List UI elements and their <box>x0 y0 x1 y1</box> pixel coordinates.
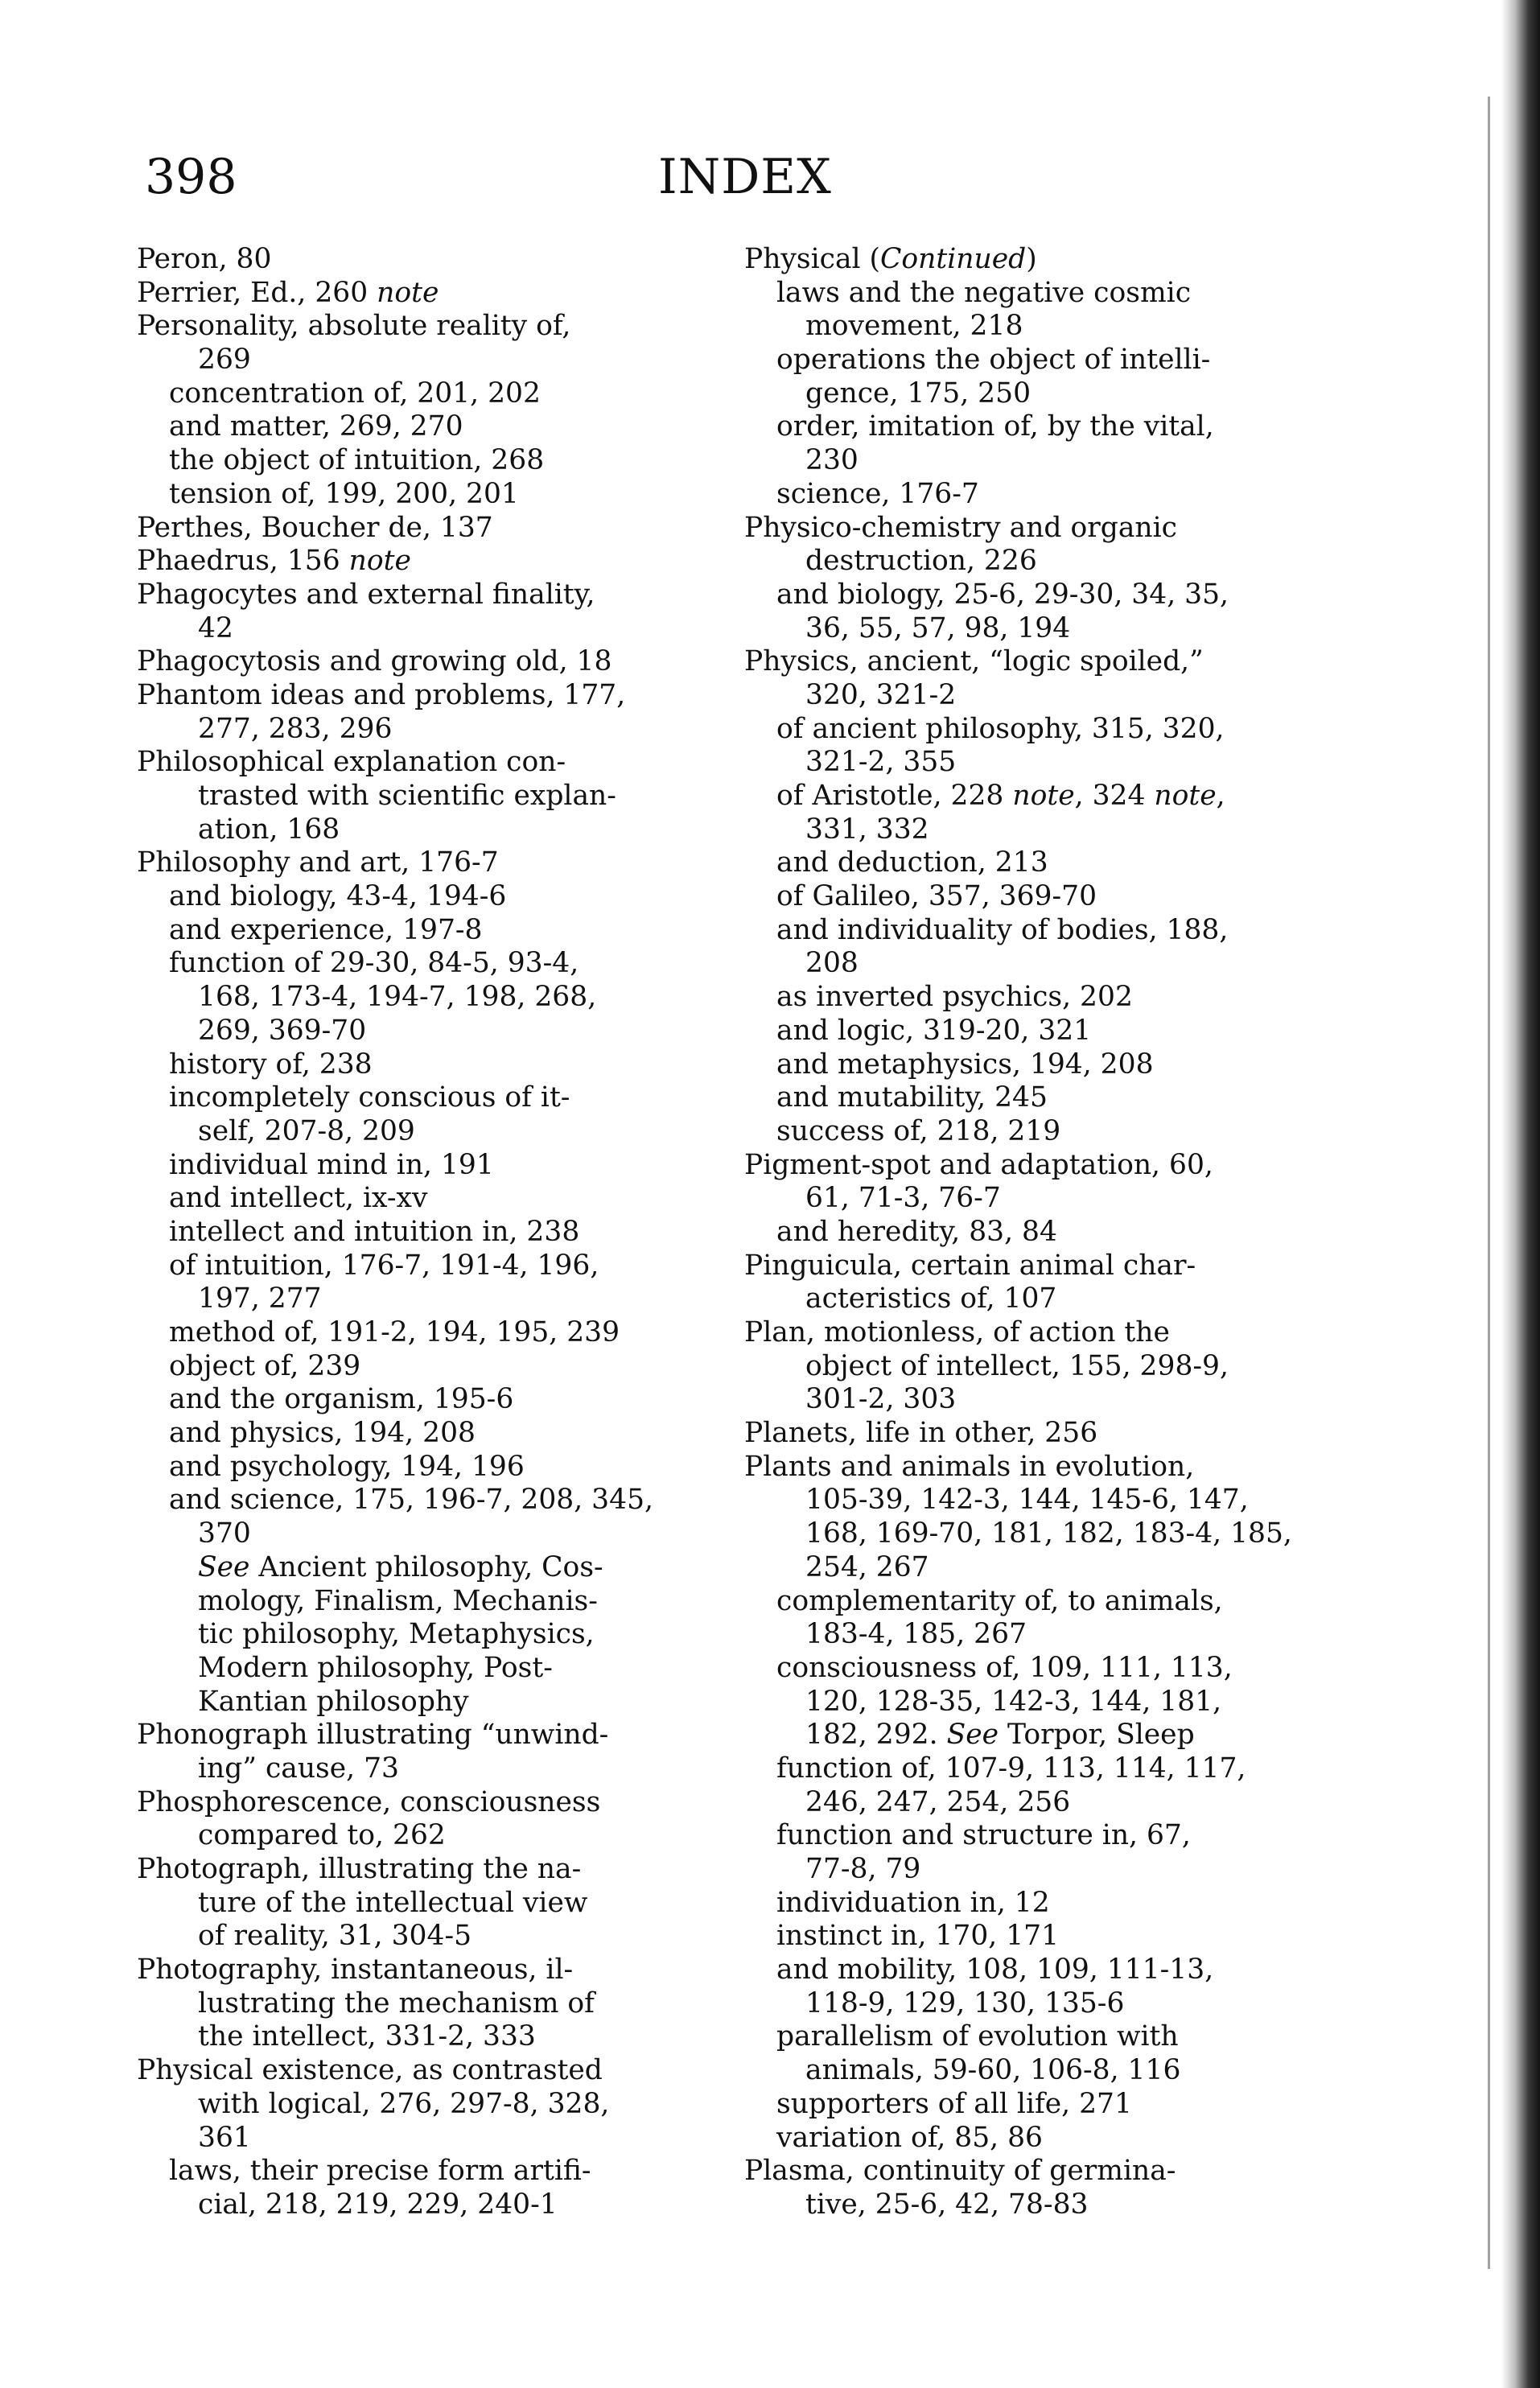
index-entry-line <box>137 2188 700 2222</box>
index-entry-heading <box>744 1250 1324 1283</box>
entry-text: object of, 239 <box>169 1349 361 1382</box>
index-entry-line <box>137 2088 700 2122</box>
entry-text: of ancient philosophy, 315, 320, <box>776 712 1225 745</box>
entry-text: lustrating the mechanism of <box>198 1987 595 2020</box>
entry-text: 105-39, 142-3, 144, 145-6, 147, <box>805 1484 1249 1517</box>
index-column-left <box>137 243 700 2222</box>
index-entry-line <box>744 914 1324 948</box>
entry-text: Ancient philosophy, Cos- <box>249 1550 603 1583</box>
entry-text: consciousness of, 109, 111, 113, <box>776 1651 1233 1684</box>
entry-text: 182, 292. <box>805 1719 947 1752</box>
entry-text: and individuality of bodies, 188, <box>776 913 1229 946</box>
entry-text: and experience, 197-8 <box>169 913 483 946</box>
entry-text: and psychology, 194, 196 <box>169 1450 525 1483</box>
index-entry-line <box>744 947 1324 981</box>
index-entry-line <box>744 310 1324 344</box>
index-entry-heading <box>744 1451 1324 1484</box>
index-entry-line <box>744 1618 1324 1652</box>
entry-text: 331, 332 <box>805 813 929 846</box>
entry-text: and mutability, 245 <box>776 1081 1048 1114</box>
entry-text: and biology, 43-4, 194-6 <box>169 880 507 913</box>
index-entry-line <box>137 1048 700 1082</box>
index-entry-line <box>744 1853 1324 1887</box>
index-entry-line <box>137 1081 700 1115</box>
index-entry-line <box>744 1752 1324 1786</box>
entry-text: order, imitation of, by the vital, <box>776 410 1214 443</box>
index-entry-line <box>137 2155 700 2188</box>
entry-text: and intellect, ix-xv <box>169 1182 428 1215</box>
entry-text: Physico-chemistry and organic <box>744 511 1177 544</box>
entry-text: Phonograph illustrating “unwind- <box>137 1719 609 1752</box>
entry-text: self, 207-8, 209 <box>198 1114 415 1147</box>
index-entry-line <box>744 679 1324 713</box>
index-entry-line <box>137 2020 700 2054</box>
index-entry-heading <box>137 746 700 780</box>
index-entry-line <box>137 478 700 512</box>
entry-text: animals, 59-60, 106-8, 116 <box>805 2054 1181 2087</box>
entry-text: Photography, instantaneous, il- <box>137 1954 574 1987</box>
entry-text: and matter, 269, 270 <box>169 410 463 443</box>
index-entry-line <box>744 1015 1324 1048</box>
entry-text: and mobility, 108, 109, 111-13, <box>776 1954 1214 1987</box>
entry-text: instinct in, 170, 171 <box>776 1920 1060 1953</box>
entry-text: and biology, 25-6, 29-30, 34, 35, <box>776 578 1229 611</box>
entry-text: individual mind in, 191 <box>169 1148 494 1181</box>
index-entry-line <box>744 746 1324 780</box>
entry-text: of intuition, 176-7, 191-4, 196, <box>169 1249 599 1282</box>
entry-text: Physics, ancient, “logic spoiled,” <box>744 645 1204 678</box>
index-entry-line <box>137 1585 700 1619</box>
index-entry-line <box>137 1149 700 1183</box>
index-entry-line <box>137 713 700 747</box>
index-entry-line <box>744 813 1324 847</box>
entry-text: supporters of all life, 271 <box>776 2087 1132 2120</box>
entry-text: Planets, life in other, 256 <box>744 1417 1098 1450</box>
index-entry-heading <box>137 1786 700 1820</box>
entry-text: Plants and animals in evolution, <box>744 1450 1195 1483</box>
index-entry-line <box>137 612 700 646</box>
index-entry-heading <box>137 679 700 713</box>
entry-text: , 324 <box>1074 780 1155 812</box>
index-entry-line <box>744 1819 1324 1853</box>
entry-text: Photograph, illustrating the na- <box>137 1853 582 1885</box>
index-entry-line <box>137 344 700 377</box>
entry-text: function of, 107-9, 113, 114, 117, <box>776 1752 1246 1785</box>
entry-text: 269, 369-70 <box>198 1014 367 1047</box>
index-entry-heading <box>137 1954 700 1987</box>
index-entry-heading <box>137 1719 700 1752</box>
entry-text: Physical existence, as contrasted <box>137 2054 603 2087</box>
entry-text: and physics, 194, 208 <box>169 1417 476 1450</box>
index-entry-line <box>137 377 700 411</box>
index-entry-line <box>744 1954 1324 1987</box>
index-entry-line <box>744 410 1324 444</box>
index-entry-line <box>137 981 700 1015</box>
index-entry-line <box>744 277 1324 311</box>
entry-text: function of 29-30, 84-5, 93-4, <box>169 947 579 980</box>
index-entry-line <box>744 1115 1324 1149</box>
index-entry-line <box>137 1216 700 1250</box>
entry-text: concentration of, 201, 202 <box>169 377 541 410</box>
index-entry-heading <box>744 645 1324 679</box>
entry-text: cial, 218, 219, 229, 240-1 <box>198 2188 558 2221</box>
italic-text: Continued <box>880 243 1027 275</box>
index-entry-heading <box>137 645 700 679</box>
index-entry-line <box>137 1451 700 1484</box>
index-entry-line <box>744 981 1324 1015</box>
entry-text: intellect and intuition in, 238 <box>169 1215 580 1248</box>
entry-text: destruction, 226 <box>805 545 1037 578</box>
index-entry-line <box>744 2188 1324 2222</box>
italic-text: See <box>198 1550 250 1583</box>
index-entry-line <box>744 478 1324 512</box>
entry-text: laws, their precise form artifi- <box>169 2155 591 2188</box>
index-entry-line <box>744 846 1324 880</box>
entry-text: history of, 238 <box>169 1048 373 1081</box>
entry-text: function and structure in, 67, <box>776 1819 1191 1852</box>
page-title: INDEX <box>658 149 832 205</box>
index-entry-heading <box>137 277 700 311</box>
entry-text: tive, 25-6, 42, 78-83 <box>805 2188 1089 2221</box>
index-entry-line <box>137 880 700 914</box>
index-entry-line <box>137 914 700 948</box>
index-entry-heading <box>744 2155 1324 2188</box>
index-entry-heading <box>744 1149 1324 1183</box>
entry-text: of Aristotle, 228 <box>776 780 1013 812</box>
entry-text: 168, 169-70, 181, 182, 183-4, 185, <box>805 1517 1292 1550</box>
index-entry-line <box>744 1283 1324 1316</box>
index-entry-heading <box>137 512 700 546</box>
entry-text: ) <box>1026 243 1037 275</box>
index-entry-line <box>744 2054 1324 2088</box>
index-entry-line <box>744 1350 1324 1384</box>
entry-text: ation, 168 <box>198 813 340 846</box>
index-entry-line <box>137 1316 700 1350</box>
entry-text: object of intellect, 155, 298-9, <box>805 1349 1229 1382</box>
entry-text: 246, 247, 254, 256 <box>805 1785 1071 1818</box>
entry-text: tic philosophy, Metaphysics, <box>198 1618 595 1651</box>
entry-text: of reality, 31, 304-5 <box>198 1920 472 1953</box>
index-entry-line <box>137 813 700 847</box>
index-entry-line <box>744 1081 1324 1115</box>
index-entry-line <box>744 344 1324 377</box>
entry-text: 230 <box>805 444 859 477</box>
entry-text: Phantom ideas and problems, 177, <box>137 678 626 711</box>
index-entry-heading <box>744 243 1324 277</box>
entry-text: Phosphorescence, consciousness <box>137 1785 601 1818</box>
index-entry-line <box>744 1987 1324 2021</box>
index-entry-line <box>744 545 1324 578</box>
index-entry-line <box>744 1048 1324 1082</box>
entry-text: Personality, absolute reality of, <box>137 310 571 343</box>
entry-text: science, 176-7 <box>776 477 979 510</box>
index-entry-heading <box>137 2054 700 2088</box>
entry-text: of Galileo, 357, 369-70 <box>776 880 1097 913</box>
entry-text: Pinguicula, certain animal char- <box>744 1249 1196 1282</box>
entry-text: variation of, 85, 86 <box>776 2121 1043 2154</box>
index-entry-heading <box>137 846 700 880</box>
entry-text: 61, 71-3, 76-7 <box>805 1182 1001 1215</box>
entry-text: incompletely conscious of it- <box>169 1081 570 1114</box>
entry-text: Phagocytes and external finality, <box>137 578 595 611</box>
entry-text: 168, 173-4, 194-7, 198, 268, <box>198 981 597 1014</box>
index-entry-line <box>744 1920 1324 1954</box>
index-entry-heading <box>137 545 700 578</box>
entry-text: gence, 175, 250 <box>805 377 1031 410</box>
entry-text: 320, 321-2 <box>805 678 957 711</box>
index-entry-line <box>137 1652 700 1686</box>
index-entry-line <box>744 780 1324 813</box>
index-entry-line <box>744 1585 1324 1619</box>
entry-text: 277, 283, 296 <box>198 712 393 745</box>
entry-text: Phaedrus, 156 <box>137 545 349 578</box>
entry-text: Peron, 80 <box>137 243 272 275</box>
entry-text: 269 <box>198 344 251 377</box>
index-entry-line <box>744 1517 1324 1551</box>
index-entry-line <box>137 1618 700 1652</box>
index-entry-line <box>137 1752 700 1786</box>
index-entry-line <box>744 1484 1324 1517</box>
index-entry-line <box>744 2122 1324 2155</box>
index-entry-line <box>137 2122 700 2155</box>
entry-text: 77-8, 79 <box>805 1853 921 1885</box>
italic-text: See <box>946 1719 999 1752</box>
entry-text: compared to, 262 <box>198 1819 446 1852</box>
index-entry-line <box>744 1686 1324 1719</box>
entry-text: 183-4, 185, 267 <box>805 1618 1027 1651</box>
italic-text: note <box>377 276 439 309</box>
entry-text: 301-2, 303 <box>805 1383 957 1416</box>
entry-text: Philosophical explanation con- <box>137 746 566 779</box>
index-entry-line <box>744 1182 1324 1216</box>
index-entry-line <box>744 444 1324 478</box>
index-entry-line <box>744 377 1324 411</box>
index-entry-line <box>137 1115 700 1149</box>
index-entry-line <box>137 444 700 478</box>
index-entry-line <box>137 410 700 444</box>
index-entry-line <box>744 1652 1324 1686</box>
entry-text: and science, 175, 196-7, 208, 345, <box>169 1484 653 1517</box>
entry-text: and logic, 319-20, 321 <box>776 1014 1092 1047</box>
entry-text: movement, 218 <box>805 310 1023 343</box>
index-entry-heading <box>137 243 700 277</box>
entry-text: Plan, motionless, of action the <box>744 1316 1170 1348</box>
entry-text: success of, 218, 219 <box>776 1114 1061 1147</box>
index-entry-heading <box>744 512 1324 546</box>
entry-text: 370 <box>198 1517 251 1550</box>
entry-text: Modern philosophy, Post- <box>198 1651 553 1684</box>
italic-text: note <box>1154 780 1217 812</box>
index-entry-heading <box>744 1316 1324 1350</box>
index-entry-line <box>744 612 1324 646</box>
entry-text: Philosophy and art, 176-7 <box>137 846 499 879</box>
page-edge-line <box>1488 97 1490 2269</box>
entry-text: 208 <box>805 947 859 980</box>
page-number: 398 <box>145 149 237 205</box>
index-entry-line <box>744 2020 1324 2054</box>
entry-text: Perrier, Ed., 260 <box>137 276 377 309</box>
entry-text: trasted with scientific explan- <box>198 780 616 812</box>
entry-text: 197, 277 <box>198 1283 322 1315</box>
entry-text: individuation in, 12 <box>776 1886 1050 1919</box>
entry-text: tension of, 199, 200, 201 <box>169 477 519 510</box>
entry-text: , <box>1216 780 1225 812</box>
entry-text: ing” cause, 73 <box>198 1752 400 1785</box>
entry-text: 254, 267 <box>805 1550 929 1583</box>
index-entry-line <box>744 1216 1324 1250</box>
index-entry-line <box>137 1517 700 1551</box>
index-entry-line <box>137 1819 700 1853</box>
entry-text: method of, 191-2, 194, 195, 239 <box>169 1316 620 1348</box>
index-entry-line <box>744 578 1324 612</box>
entry-text: acteristics of, 107 <box>805 1283 1057 1315</box>
index-entry-line <box>137 1417 700 1451</box>
index-entry-line <box>137 1015 700 1048</box>
entry-text: 361 <box>198 2121 251 2154</box>
index-entry-line <box>137 1551 700 1585</box>
entry-text: parallelism of evolution with <box>776 2020 1179 2053</box>
entry-text: as inverted psychics, 202 <box>776 981 1133 1014</box>
entry-text: Phagocytosis and growing old, 18 <box>137 645 612 678</box>
index-entry-line <box>137 1887 700 1921</box>
index-entry-line <box>744 1551 1324 1585</box>
entry-text: operations the object of intelli- <box>776 344 1211 377</box>
entry-text: 118-9, 129, 130, 135-6 <box>805 1987 1125 2020</box>
index-entry-line <box>744 880 1324 914</box>
entry-text: 120, 128-35, 142-3, 144, 181, <box>805 1685 1222 1718</box>
entry-text: complementarity of, to animals, <box>776 1584 1223 1617</box>
entry-text: Pigment-spot and adaptation, 60, <box>744 1148 1213 1181</box>
index-entry-line <box>137 1283 700 1316</box>
index-entry-heading <box>744 1417 1324 1451</box>
index-entry-heading <box>137 310 700 344</box>
entry-text: Torpor, Sleep <box>999 1719 1195 1752</box>
index-entry-line <box>137 1182 700 1216</box>
index-entry-line <box>137 780 700 813</box>
index-entry-line <box>137 947 700 981</box>
index-entry-heading <box>137 1853 700 1887</box>
index-entry-line <box>137 1484 700 1517</box>
index-entry-line <box>137 1987 700 2021</box>
binding-edge <box>1501 0 1540 2388</box>
index-entry-line <box>744 1719 1324 1752</box>
entry-text: and metaphysics, 194, 208 <box>776 1048 1154 1081</box>
index-entry-line <box>744 1383 1324 1417</box>
index-column-right <box>744 243 1324 2222</box>
entry-text: mology, Finalism, Mechanis- <box>198 1584 598 1617</box>
entry-text: with logical, 276, 297-8, 328, <box>198 2087 610 2120</box>
entry-text: and heredity, 83, 84 <box>776 1215 1057 1248</box>
entry-text: 36, 55, 57, 98, 194 <box>805 611 1071 644</box>
entry-text: and the organism, 195-6 <box>169 1383 514 1416</box>
index-entry-line <box>137 1383 700 1417</box>
italic-text: note <box>1012 780 1075 812</box>
index-entry-line <box>744 713 1324 747</box>
entry-text: and deduction, 213 <box>776 846 1048 879</box>
entry-text: Kantian philosophy <box>198 1685 469 1718</box>
entry-text: Plasma, continuity of germina- <box>744 2155 1176 2188</box>
entry-text: the intellect, 331-2, 333 <box>198 2020 536 2053</box>
index-entry-line <box>137 1250 700 1283</box>
index-entry-line <box>137 1686 700 1719</box>
entry-text: ture of the intellectual view <box>198 1886 588 1919</box>
index-entry-line <box>137 1350 700 1384</box>
entry-text: the object of intuition, 268 <box>169 444 545 477</box>
entry-text: 42 <box>198 611 233 644</box>
entry-text: laws and the negative cosmic <box>776 276 1192 309</box>
index-entry-line <box>744 1786 1324 1820</box>
index-entry-line <box>744 2088 1324 2122</box>
index-entry-line <box>744 1887 1324 1921</box>
index-entry-heading <box>137 578 700 612</box>
entry-text: 321-2, 355 <box>805 746 957 779</box>
index-entry-line <box>137 1920 700 1954</box>
entry-text: Perthes, Boucher de, 137 <box>137 511 493 544</box>
italic-text: note <box>348 545 411 578</box>
entry-text: Physical ( <box>744 243 881 275</box>
